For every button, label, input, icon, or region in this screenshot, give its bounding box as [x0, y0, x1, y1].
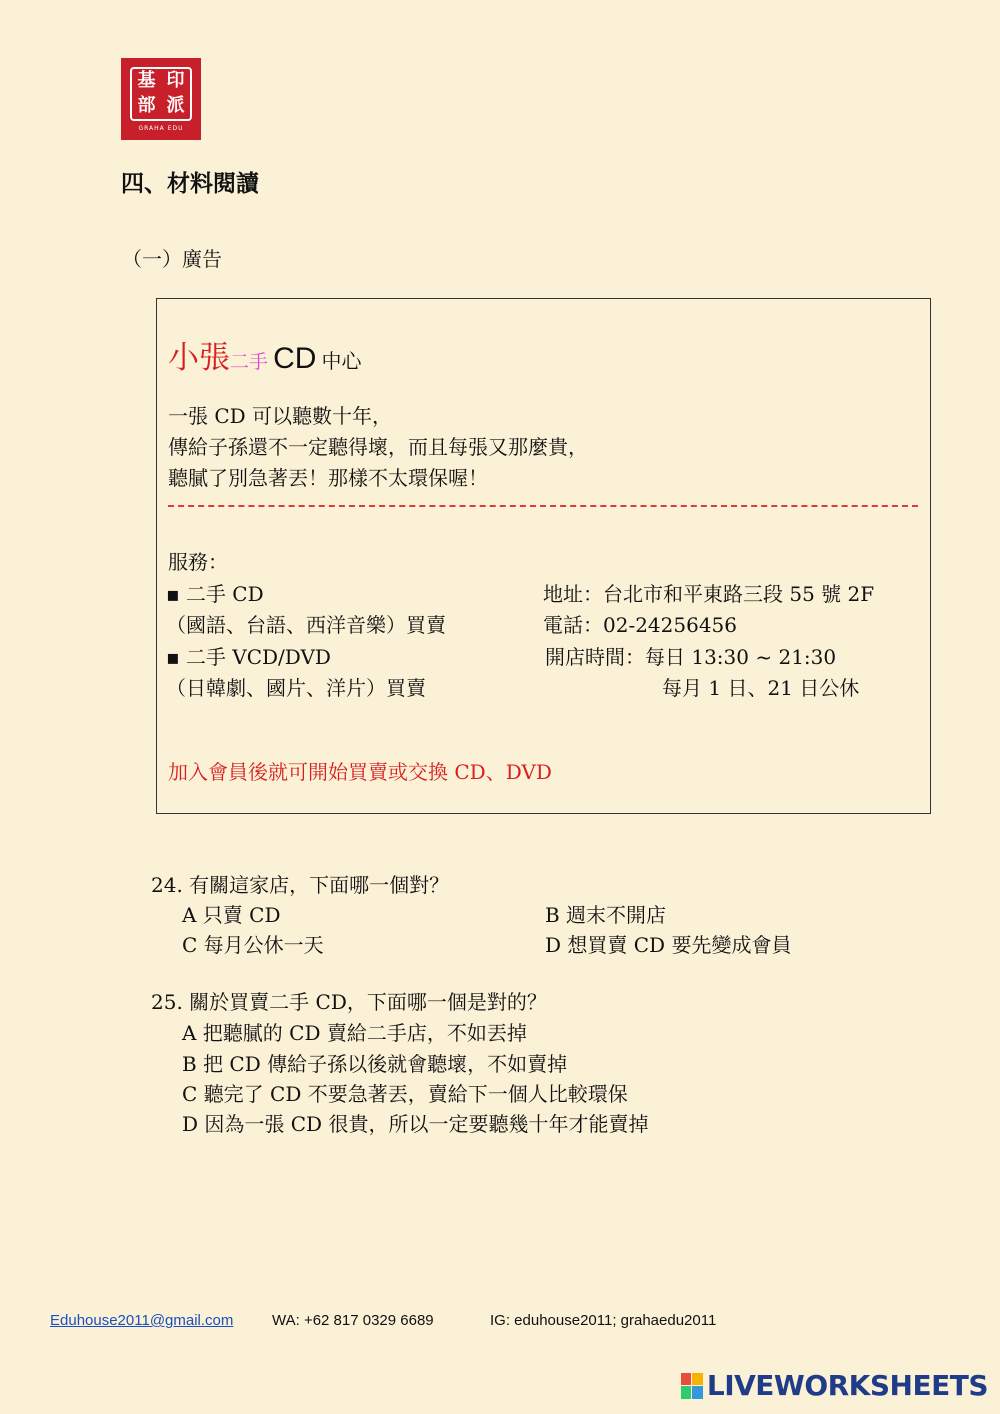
question-24: 24. 有關這家店，下面哪一個對？	[151, 873, 450, 897]
liveworksheets-icon	[681, 1373, 703, 1399]
shop-phone: 電話：02-24256456	[543, 613, 738, 637]
brand-name: LIVEWORKSHEETS	[706, 1369, 988, 1402]
liveworksheets-brand	[681, 1369, 988, 1402]
dashed-divider	[168, 505, 918, 507]
q25-option-c[interactable]: C 聽完了 CD 不要急著丟，賣給下一個人比較環保	[182, 1082, 628, 1106]
footer-instagram: IG: eduhouse2011; grahaedu2011	[490, 1312, 717, 1329]
service-item: ▪ 二手 VCD/DVD	[166, 645, 331, 669]
ad-title-main: 小張	[168, 340, 230, 376]
q25-option-a[interactable]: A 把聽膩的 CD 賣給二手店，不如丟掉	[182, 1021, 527, 1045]
shop-address: 地址：台北市和平東路三段 55 號 2F	[543, 582, 875, 606]
footer-email-link[interactable]: Eduhouse2011@gmail.com	[50, 1312, 234, 1329]
logo-caption: GRAHA EDU	[138, 124, 184, 132]
ad-title-cd: CD	[273, 342, 317, 375]
service-detail: （國語、台語、西洋音樂）買賣	[166, 613, 446, 637]
subsection-title: （一）廣告	[122, 247, 222, 271]
shop-closed-days: 每月 1 日、21 日公休	[662, 676, 860, 700]
services-label: 服務：	[168, 550, 228, 574]
logo-char: 印	[166, 69, 185, 91]
ad-intro-line-2: 傳給子孫還不一定聽得壞，而且每張又那麼貴，	[168, 435, 588, 459]
shop-hours: 開店時間：每日 13:30 ~ 21:30	[545, 645, 837, 669]
q25-option-d[interactable]: D 因為一張 CD 很貴，所以一定要聽幾十年才能賣掉	[182, 1112, 649, 1136]
question-25: 25. 關於買賣二手 CD，下面哪一個是對的？	[151, 990, 547, 1014]
q24-option-a[interactable]: A 只賣 CD	[182, 903, 281, 927]
logo	[121, 58, 201, 140]
ad-intro-line-3: 聽膩了別急著丟！那樣不太環保喔！	[168, 466, 488, 490]
ad-title	[168, 332, 362, 377]
logo-char: 部	[137, 94, 156, 116]
ad-intro-line-1: 一張 CD 可以聽數十年，	[168, 404, 393, 428]
logo-seal	[130, 67, 192, 121]
logo-char: 派	[166, 94, 185, 116]
logo-char: 基	[137, 69, 156, 91]
q24-option-c[interactable]: C 每月公休一天	[182, 933, 324, 957]
q24-option-d[interactable]: D 想買賣 CD 要先變成會員	[545, 933, 792, 957]
section-title: 四、材料閱讀	[121, 170, 259, 197]
service-item: ▪ 二手 CD	[166, 582, 264, 606]
member-note: 加入會員後就可開始買賣或交換 CD、DVD	[168, 760, 552, 784]
ad-title-end: 中心	[321, 349, 362, 373]
ad-title-sub: 二手	[230, 351, 269, 373]
q25-option-b[interactable]: B 把 CD 傳給子孫以後就會聽壞，不如賣掉	[182, 1052, 568, 1076]
q24-option-b[interactable]: B 週末不開店	[545, 903, 667, 927]
service-detail: （日韓劇、國片、洋片）買賣	[166, 676, 426, 700]
footer-whatsapp: WA: +62 817 0329 6689	[272, 1312, 434, 1329]
